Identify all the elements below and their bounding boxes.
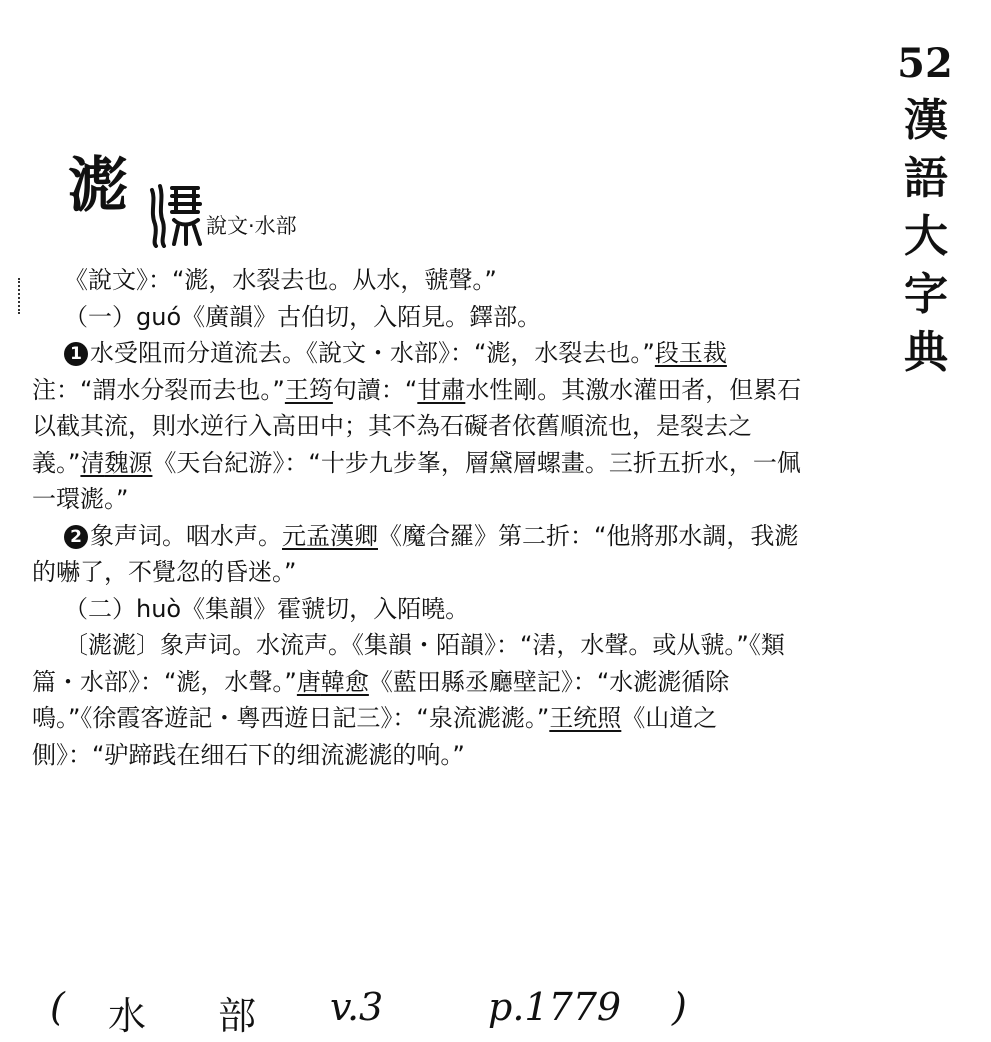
book-title-char: 字 — [904, 269, 948, 320]
handwritten-citation — [40, 985, 740, 1038]
book-title-char: 語 — [904, 153, 948, 204]
dynasty-qing: 清 — [80, 448, 105, 477]
book-title — [897, 92, 955, 382]
sense-number-1: 1 — [64, 342, 88, 366]
page-number: 52 — [897, 40, 953, 87]
person-wang-tongzhao: 王统照 — [549, 704, 622, 732]
dynasty-yuan: 元 — [282, 521, 306, 550]
dynasty-tang: 唐 — [296, 667, 321, 696]
seal-source: 說文·水部 — [206, 214, 297, 238]
person-duan-yucai: 段玉裁 — [654, 339, 727, 367]
edge-mark — [18, 278, 22, 314]
entry-body — [32, 262, 810, 773]
sense-two: 2 象声词。咽水声。元孟漢卿《魔合羅》第二折：“他將那水調，我滮的嚇了，不覺忽的昏迷。” — [32, 521, 799, 586]
sense-number-2: 2 — [64, 525, 88, 549]
reading-two: （二）huò《集韻》霍虢切，入陌曉。 — [64, 594, 470, 623]
citation-close-paren: ) — [672, 985, 687, 1029]
person-wei-yuan: 魏源 — [104, 448, 153, 477]
citation-open-paren: ( — [50, 985, 65, 1029]
entry-shuowen: 《說文》：“滮，水裂去也。从水，虢聲。” — [64, 266, 497, 294]
reduplicated-entry: 〔滮滮〕象声词。水流声。《集韻・陌韻》：“湱，水聲。或从虢。”《類篇・水部》：“滮，水聲。”唐韓愈《藍田縣丞廳壁記》：“水滮滮循除鳴。”《徐霞客遊記・粵西遊日記三》：“泉流滮滮。”王统照《山道之側》：“驴蹄践在细石下的细流滮滮的响。” — [32, 631, 785, 769]
seal-script-glyph — [146, 182, 204, 248]
person-meng-hanqing: 孟漢卿 — [306, 521, 378, 550]
citation-bu: 部 — [218, 994, 257, 1038]
citation-page: p.1779 — [488, 985, 622, 1029]
book-title-char: 典 — [904, 327, 948, 378]
reading-one: （一）guó《廣韻》古伯切，入陌見。鐸部。 — [64, 302, 542, 331]
sense-one: 1 水受阻而分道流去。《說文・水部》：“滮，水裂去也。”段玉裁注：“謂水分裂而去也。”王筠句讀：“甘肅水性剛。其激水灌田者，但累石以截其流，則水逆行入高田中；其不為石礙者依舊順流也，是裂去之義。”清魏源《天台紀游》：“十步九步峯，層黛層螺畫。三折五折水，一佩一環滮。” — [32, 339, 802, 513]
place-gansu: 甘肅 — [417, 375, 466, 404]
citation-radical: 水 — [108, 994, 147, 1038]
book-title-char: 大 — [904, 211, 948, 262]
person-han-yu: 韓愈 — [320, 667, 369, 696]
headword: 滮 — [68, 151, 126, 221]
citation-volume: v.3 — [330, 985, 384, 1029]
person-wang-yun: 王筠 — [284, 375, 333, 404]
book-title-char: 漢 — [904, 95, 948, 146]
